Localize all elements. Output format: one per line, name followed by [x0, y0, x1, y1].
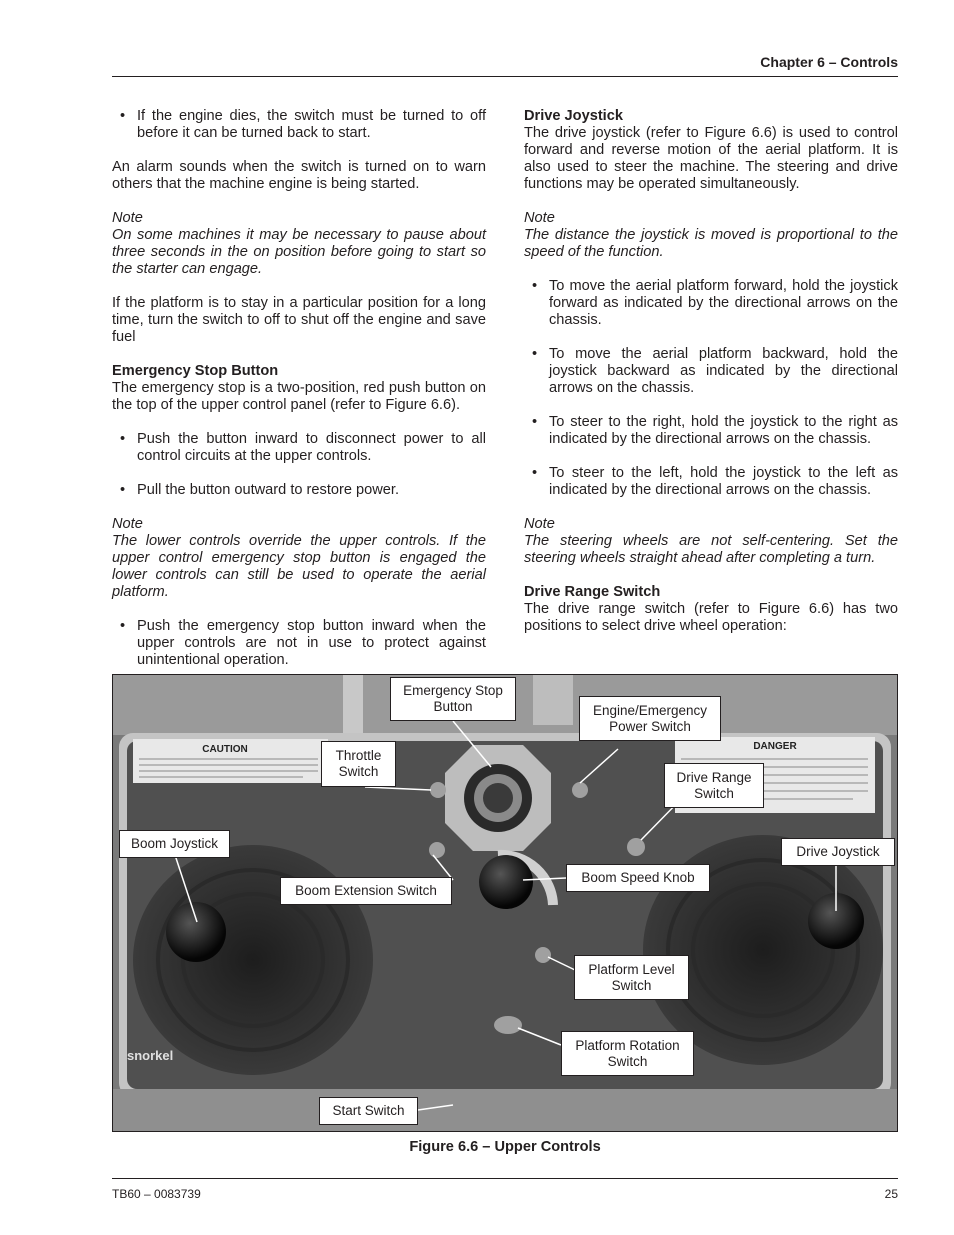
chapter-title: Chapter 6 – Controls: [760, 54, 898, 70]
label-throttle-switch: Throttle Switch: [321, 741, 396, 787]
bullet-item: [524, 346, 898, 397]
page-number: 25: [884, 1187, 898, 1201]
bullet-text: Pull the button outward to restore power.: [137, 482, 400, 498]
bullet-text: To steer to the right, hold the joystick to the right as indicated by the directional arrows on the chassis.: [549, 414, 898, 447]
note-text: The lower controls override the upper controls. If the upper control emergency stop button is engaged the lower controls can still be used to operate the aerial platform.: [112, 533, 486, 600]
upper-controls-photo: [112, 674, 898, 1132]
bullet-item: [112, 431, 486, 465]
paragraph: An alarm sounds when the switch is turned on to warn others that the machine engine is being started.: [112, 159, 486, 192]
label-platform-rotation-switch: Platform Rotation Switch: [561, 1031, 694, 1076]
label-boom-joystick: Boom Joystick: [119, 830, 230, 858]
section-heading-drive-joystick: Drive Joystick: [524, 108, 623, 124]
bullet-text: To move the aerial platform forward, hold the joystick forward as indicated by the directional arrows on the chassis.: [549, 278, 898, 328]
boom-extension-switch-toggle: [429, 842, 445, 858]
right-column: [524, 108, 898, 652]
paragraph: If the platform is to stay in a particular position for a long time, turn the switch to off to shut off the engine and save fuel: [112, 295, 486, 345]
control-panel-illustration: [113, 675, 898, 1132]
label-start-switch: Start Switch: [319, 1097, 418, 1125]
note-heading: Note: [524, 516, 555, 532]
section-heading-drive-range: Drive Range Switch: [524, 584, 661, 600]
bullet-item: [524, 278, 898, 329]
label-drive-range-switch: Drive Range Switch: [664, 763, 764, 808]
bullet-dot: •: [120, 482, 126, 498]
boom-joystick-knob: [166, 902, 226, 962]
boom-speed-knob: [479, 855, 533, 909]
bullet-item: [112, 618, 486, 669]
throttle-switch-toggle: [430, 782, 446, 798]
left-column: [112, 108, 486, 686]
danger-text: DANGER: [753, 741, 797, 752]
label-platform-level-switch: Platform Level Switch: [574, 955, 689, 1000]
page-footer: [112, 1178, 898, 1201]
bullet-dot: •: [532, 465, 538, 481]
platform-level-switch-toggle: [535, 947, 551, 963]
label-drive-joystick: Drive Joystick: [781, 838, 895, 866]
bullet-dot: •: [120, 108, 126, 124]
note-text: The distance the joystick is moved is proportional to the speed of the function.: [524, 227, 898, 260]
section-heading-emergency-stop: Emergency Stop Button: [112, 363, 279, 379]
engine-switch-toggle: [572, 782, 588, 798]
bullet-item: [524, 414, 898, 448]
note-heading: Note: [112, 516, 143, 532]
paragraph: The emergency stop is a two-position, red push button on the top of the upper control panel (refer to Figure 6.6).: [112, 380, 486, 413]
bullet-dot: •: [532, 414, 538, 430]
bullet-text: To move the aerial platform backward, hold the joystick backward as indicated by the directional arrows on the chassis.: [549, 346, 898, 396]
bullet-text: To steer to the left, hold the joystick to the left as indicated by the directional arrows on the chassis.: [549, 465, 898, 498]
note-heading: Note: [524, 210, 555, 226]
bullet-dot: •: [120, 431, 126, 447]
figure-caption: Figure 6.6 – Upper Controls: [409, 1139, 601, 1155]
label-boom-extension-switch: Boom Extension Switch: [280, 877, 452, 905]
paragraph: The drive joystick (refer to Figure 6.6) is used to control forward and reverse motion of the aerial platform. It is also used to steer the machine. The steering and drive functions may be operated simultaneously.: [524, 125, 898, 192]
bullet-item: [112, 482, 486, 499]
bullet-item: [112, 108, 486, 142]
platform-rotation-switch-toggle: [494, 1016, 522, 1034]
paragraph: The drive range switch (refer to Figure 6.6) has two positions to select drive wheel operation:: [524, 601, 898, 634]
bullet-dot: •: [532, 346, 538, 362]
note-heading: Note: [112, 210, 143, 226]
document-id: TB60 – 0083739: [112, 1187, 201, 1201]
caution-text: CAUTION: [202, 744, 248, 755]
note-text: The steering wheels are not self-centering. Set the steering wheels straight ahead after completing a turn.: [524, 533, 898, 566]
label-emergency-stop-button: Emergency Stop Button: [390, 677, 516, 721]
bullet-dot: •: [120, 618, 126, 634]
bullet-text: If the engine dies, the switch must be turned to off before it can be turned back to start.: [137, 108, 486, 141]
bullet-dot: •: [532, 278, 538, 294]
bullet-item: [524, 465, 898, 499]
note-text: On some machines it may be necessary to pause about three seconds in the on position before going to start so the starter can engage.: [112, 227, 486, 277]
page-header: [112, 52, 898, 77]
label-engine-emergency-power-switch: Engine/Emergency Power Switch: [579, 696, 721, 741]
drive-range-switch-toggle: [627, 838, 645, 856]
bullet-text: Push the button inward to disconnect power to all control circuits at the upper controls.: [137, 431, 486, 464]
bullet-text: Push the emergency stop button inward when the upper controls are not in use to protect against unintentional operation.: [137, 618, 486, 668]
label-boom-speed-knob: Boom Speed Knob: [566, 864, 710, 892]
snorkel-brand: snorkel: [127, 1048, 174, 1063]
